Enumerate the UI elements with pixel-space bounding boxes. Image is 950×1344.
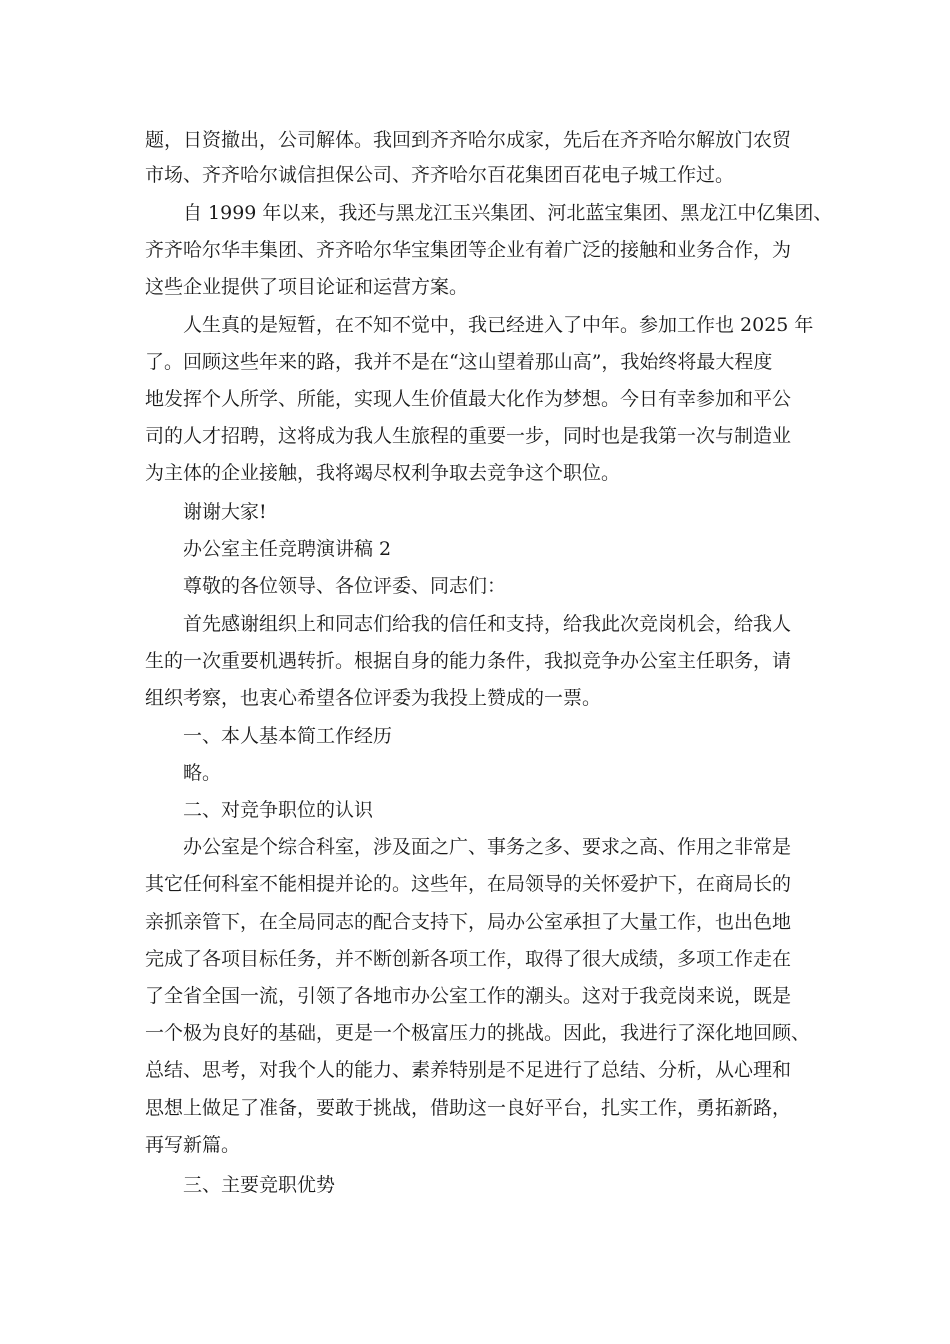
text-line: 生的一次重要机遇转折。根据自身的能力条件，我拟竞争办公室主任职务，请 (145, 650, 792, 672)
text-line: 市场、齐齐哈尔诚信担保公司、齐齐哈尔百花集团百花电子城工作过。 (145, 164, 735, 186)
subheading: 一、本人基本简工作经历 (183, 725, 393, 747)
text-line: 一个极为良好的基础，更是一个极富压力的挑战。因此，我进行了深化地回顾、 (145, 1022, 811, 1044)
paragraph-start: 办公室是个综合科室，涉及面之广、事务之多、要求之高、作用之非常是 (183, 836, 792, 858)
text-line: 齐齐哈尔华丰集团、齐齐哈尔华宝集团等企业有着广泛的接触和业务合作，为 (145, 239, 792, 261)
text-line: 亲抓亲管下，在全局同志的配合支持下，局办公室承担了大量工作，也出色地 (145, 911, 792, 933)
text-line: 了全省全国一流，引领了各地市办公室工作的潮头。这对于我竞岗来说，既是 (145, 985, 792, 1007)
text-line: 为主体的企业接触，我将竭尽权利争取去竞争这个职位。 (145, 462, 621, 484)
text-line: 总结、思考，对我个人的能力、素养特别是不足进行了总结、分析，从心理和 (145, 1059, 792, 1081)
text-line: 思想上做足了准备，要敢于挑战，借助这一良好平台，扎实工作，勇拓新路， (145, 1097, 792, 1119)
closing-thanks: 谢谢大家! (183, 501, 267, 523)
text-line: 司的人才招聘，这将成为我人生旅程的重要一步，同时也是我第一次与制造业 (145, 425, 792, 447)
subheading: 二、对竞争职位的认识 (183, 799, 374, 821)
subheading: 三、主要竞职优势 (183, 1174, 336, 1196)
text-line: 组织考察，也衷心希望各位评委为我投上赞成的一票。 (145, 687, 602, 709)
section-title: 办公室主任竞聘演讲稿 2 (183, 538, 392, 560)
text-line: 题，日资撤出，公司解体。我回到齐齐哈尔成家，先后在齐齐哈尔解放门农贸 (145, 129, 792, 151)
text-line: 完成了各项目标任务，并不断创新各项工作，取得了很大成绩，多项工作走在 (145, 948, 792, 970)
paragraph-start: 首先感谢组织上和同志们给我的信任和支持，给我此次竞岗机会，给我人 (183, 613, 792, 635)
text-line: 其它任何科室不能相提并论的。这些年，在局领导的关怀爱护下，在商局长的 (145, 873, 792, 895)
salutation: 尊敬的各位领导、各位评委、同志们： (183, 575, 507, 597)
text-line: 了。回顾这些年来的路，我并不是在“这山望着那山高”，我始终将最大程度 (145, 351, 773, 373)
paragraph-start: 自 1999 年以来，我还与黑龙江玉兴集团、河北蓝宝集团、黑龙江中亿集团、 (183, 202, 833, 224)
paragraph-start: 人生真的是短暂，在不知不觉中，我已经进入了中年。参加工作也 2025 年 (183, 314, 814, 336)
text-line: 再写新篇。 (145, 1134, 241, 1156)
text-line: 略。 (183, 762, 222, 784)
text-line: 这些企业提供了项目论证和运营方案。 (145, 276, 469, 298)
text-line: 地发挥个人所学、所能，实现人生价值最大化作为梦想。今日有幸参加和平公 (145, 388, 792, 410)
